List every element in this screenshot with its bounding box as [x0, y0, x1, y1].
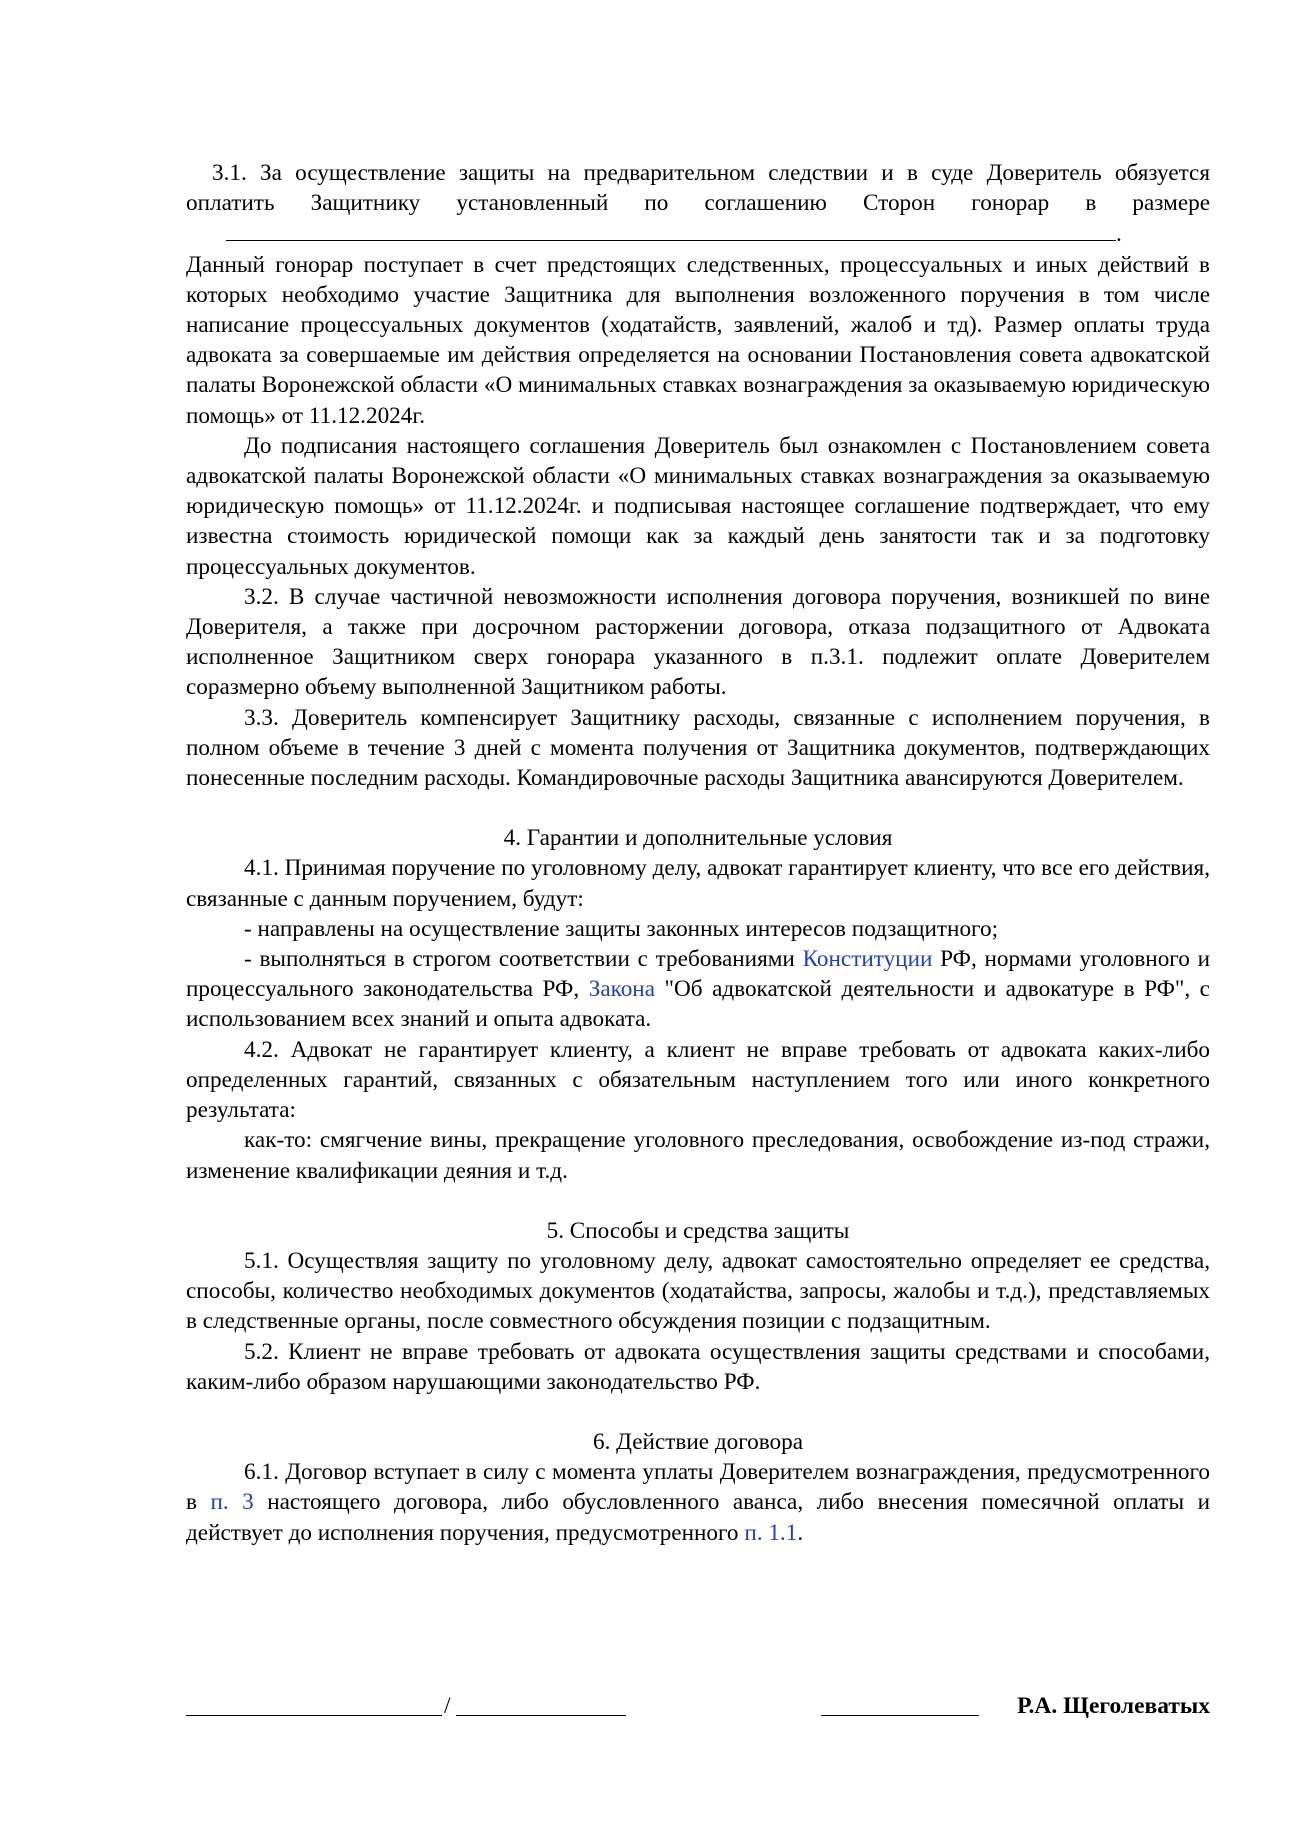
clause-1-1-link[interactable]: п. 1.1 — [744, 1519, 798, 1546]
section-5-heading: 5. Способы и средства защиты — [546, 1217, 850, 1244]
clause-4-1-item-b — [186, 944, 1210, 1035]
clause-4-2: 4.2. Адвокат не гарантирует клиенту, а клиент не вправе требовать от адвоката каких-либо определенных гарантий, связанных с обязательным наступлением того или иного конкретного результата: — [186, 1036, 1210, 1124]
attorney-name: Р.А. Щеголеватых — [1017, 1693, 1210, 1719]
clause-3-1-continued: Данный гонорар поступает в счет предстоящих следственных, процессуальных и иных действий в которых необходимо участие Защитника для выполнения возложенного поручения в том числе написание процессуальных документов (ходатайств, заявлений, жалоб и тд). Размер оплаты труда адвоката за совершаемые им действия определяется на основании Постановления совета адвокатской палаты Воронежской области «О минимальных ставках вознаграждения за оказываемую юридическую помощь» от 11.12.2024г. — [186, 251, 1210, 429]
clause-6-1-end: . — [797, 1519, 804, 1546]
fee-blank-line — [226, 218, 1116, 241]
clause-4-1-b-part3: "Об адвокатской деятельности и адвокатуре в РФ", с использованием всех знаний и опыта адвоката. — [186, 976, 1210, 1033]
signature-row — [186, 1688, 1210, 1720]
client-name-line — [456, 1714, 626, 1716]
constitution-link[interactable]: Конституции — [802, 946, 933, 973]
clause-4-1-b-part1: - выполняться в строгом соответствии с требованиями — [244, 946, 795, 973]
law-link[interactable]: Закона — [588, 976, 655, 1003]
clause-3-1-text: 3.1. За осуществление защиты на предварительном следствии и в суде Доверитель обязуется оплатить Защитнику установленный по соглашению Сторон гонорар в размере — [186, 160, 1210, 217]
clause-3-3: 3.3. Доверитель компенсирует Защитнику расходы, связанные с исполнением поручения, в полном объеме в течение 3 дней с момента получения от Защитника документов, подтверждающих понесенные последним расходы. Командировочные расходы Защитника авансируются Доверителем. — [186, 704, 1210, 792]
section-6-heading: 6. Действие договора — [592, 1428, 804, 1455]
clause-4-1-item-a: - направлены на осуществление защиты законных интересов подзащитного; — [244, 915, 999, 942]
clause-5-2: 5.2. Клиент не вправе требовать от адвоката осуществления защиты средствами и способами, каким-либо образом нарушающими законодательство РФ. — [186, 1338, 1210, 1395]
document-body — [186, 158, 1210, 1548]
attorney-signature-line — [821, 1714, 979, 1716]
clause-4-1: 4.1. Принимая поручение по уголовному делу, адвокат гарантирует клиенту, что все его действия, связанные с данным поручением, будут: — [186, 855, 1210, 912]
section-4-heading: 4. Гарантии и дополнительные условия — [503, 825, 893, 852]
clause-3-1-end: . — [1116, 221, 1122, 248]
signature-slash: / — [444, 1693, 451, 1719]
clause-6-1-part1: 6.1. Договор вступает в силу с момента уплаты Доверителем вознаграждения, предусмотренного в — [186, 1459, 1210, 1516]
clause-3-2: 3.2. В случае частичной невозможности исполнения договора поручения, возникшей по вине Доверителя, а также при досрочном расторжении договора, отказа подзащитного от Адвоката исполненное Защитником сверх гонорара указанного в п.3.1. подлежит оплате Доверителем соразмерно объему выполненной Защитником работы. — [186, 583, 1210, 701]
clause-6-1 — [186, 1457, 1210, 1548]
clause-5-1: 5.1. Осуществляя защиту по уголовному делу, адвокат самостоятельно определяет ее средства, способы, количество необходимых документов (ходатайства, запросы, жалобы и т.д.), представляемых в следственные органы, после совместного обсуждения позиции с подзащитным. — [186, 1247, 1210, 1335]
clause-3-1 — [186, 158, 1210, 250]
clause-6-1-part2: настоящего договора, либо обусловленного аванса, либо внесения помесячной оплаты и действует до исполнения поручения, предусмотренного — [186, 1489, 1210, 1546]
client-signature-line — [186, 1714, 442, 1716]
clause-4-1-b-part2: РФ, нормами уголовного и процессуального законодательства РФ, — [186, 946, 1210, 1003]
clause-familiarization: До подписания настоящего соглашения Доверитель был ознакомлен с Постановлением совета адвокатской палаты Воронежской области «О минимальных ставках вознаграждения за оказываемую юридическую помощь» от 11.12.2024г. и подписывая настоящее соглашение подтверждает, что ему известна стоимость юридической помощи как за каждый день занятости так и за подготовку процессуальных документов. — [186, 432, 1210, 580]
clause-3-link[interactable]: п. 3 — [210, 1489, 254, 1516]
clause-4-2-examples: как-то: смягчение вины, прекращение уголовного преследования, освобождение из-под стражи, изменение квалификации деяния и т.д. — [186, 1127, 1210, 1184]
